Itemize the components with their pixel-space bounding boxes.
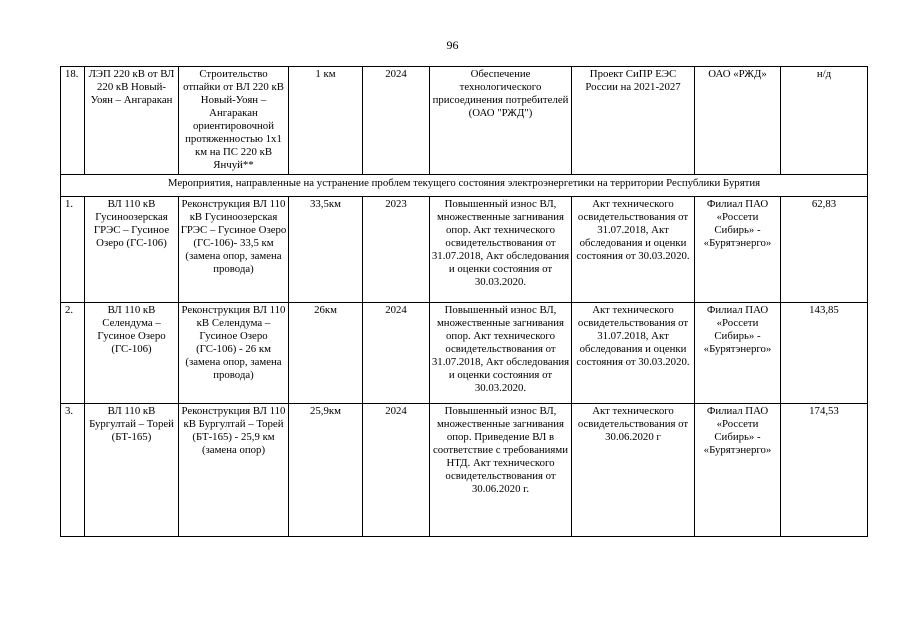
row-number: 1. xyxy=(61,197,85,303)
reason-cell: Повышенный износ ВЛ, множественные загнивания опор. Акт технического освидетельствования от 31.07.2018, Акт обследования и оценки состояния от 30.03.2020. xyxy=(430,197,572,303)
organization-cell: Филиал ПАО «Россети Сибирь» - «Бурятэнерго» xyxy=(695,404,781,537)
basis-cell: Акт технического освидетельствования от 31.07.2018, Акт обследования и оценки состояния от 30.03.2020. xyxy=(572,197,695,303)
section-row xyxy=(61,175,868,197)
reason-cell: Обеспечение технологического присоединения потребителей (ОАО "РЖД") xyxy=(430,67,572,175)
work-cell: Реконструкция ВЛ 110 кВ Селендума – Гусиное Озеро (ГС-106) - 26 км (замена опор, замена провода) xyxy=(179,303,289,404)
year-cell: 2024 xyxy=(363,67,430,175)
organization-cell: Филиал ПАО «Россети Сибирь» - «Бурятэнерго» xyxy=(695,303,781,404)
length-cell: 33,5км xyxy=(289,197,363,303)
object-cell: ВЛ 110 кВ Селендума – Гусиное Озеро (ГС-106) xyxy=(85,303,179,404)
table-row xyxy=(61,197,868,303)
row-number: 2. xyxy=(61,303,85,404)
reason-cell: Повышенный износ ВЛ, множественные загнивания опор. Акт технического освидетельствования от 31.07.2018, Акт обследования и оценки состояния от 30.03.2020. xyxy=(430,303,572,404)
organization-cell: ОАО «РЖД» xyxy=(695,67,781,175)
year-cell: 2024 xyxy=(363,303,430,404)
cost-cell: 62,83 xyxy=(781,197,868,303)
page-number: 96 xyxy=(446,38,459,52)
table-row xyxy=(61,404,868,537)
table-row xyxy=(61,67,868,175)
year-cell: 2024 xyxy=(363,404,430,537)
reason-cell: Повышенный износ ВЛ, множественные загнивания опор. Приведение ВЛ в соответствие с требованиями НТД. Акт технического освидетельствования от 30.06.2020 г. xyxy=(430,404,572,537)
year-cell: 2023 xyxy=(363,197,430,303)
basis-cell: Акт технического освидетельствования от 30.06.2020 г xyxy=(572,404,695,537)
basis-cell: Проект СиПР ЕЭС России на 2021-2027 xyxy=(572,67,695,175)
section-title: Мероприятия, направленные на устранение проблем текущего состояния электроэнергетики на территории Республики Бурятия xyxy=(61,175,868,197)
work-cell: Строительство отпайки от ВЛ 220 кВ Новый-Уоян – Ангаракан ориентировочной протяженностью 1х1 км на ПС 220 кВ Янчуй** xyxy=(179,67,289,175)
row-number: 3. xyxy=(61,404,85,537)
cost-cell: н/д xyxy=(781,67,868,175)
length-cell: 26км xyxy=(289,303,363,404)
work-cell: Реконструкция ВЛ 110 кВ Бургултай – Торей (БТ-165) - 25,9 км (замена опор) xyxy=(179,404,289,537)
investment-table xyxy=(60,66,868,537)
organization-cell: Филиал ПАО «Россети Сибирь» - «Бурятэнерго» xyxy=(695,197,781,303)
object-cell: ВЛ 110 кВ Гусиноозерская ГРЭС – Гусиное Озеро (ГС-106) xyxy=(85,197,179,303)
object-cell: ЛЭП 220 кВ от ВЛ 220 кВ Новый-Уоян – Ангаракан xyxy=(85,67,179,175)
object-cell: ВЛ 110 кВ Бургултай – Торей (БТ-165) xyxy=(85,404,179,537)
length-cell: 25,9км xyxy=(289,404,363,537)
cost-cell: 174,53 xyxy=(781,404,868,537)
cost-cell: 143,85 xyxy=(781,303,868,404)
length-cell: 1 км xyxy=(289,67,363,175)
table-row xyxy=(61,303,868,404)
work-cell: Реконструкция ВЛ 110 кВ Гусиноозерская ГРЭС – Гусиное Озеро (ГС-106)- 33,5 км (замена опор, замена провода) xyxy=(179,197,289,303)
basis-cell: Акт технического освидетельствования от 31.07.2018, Акт обследования и оценки состояния от 30.03.2020. xyxy=(572,303,695,404)
row-number: 18. xyxy=(61,67,85,175)
